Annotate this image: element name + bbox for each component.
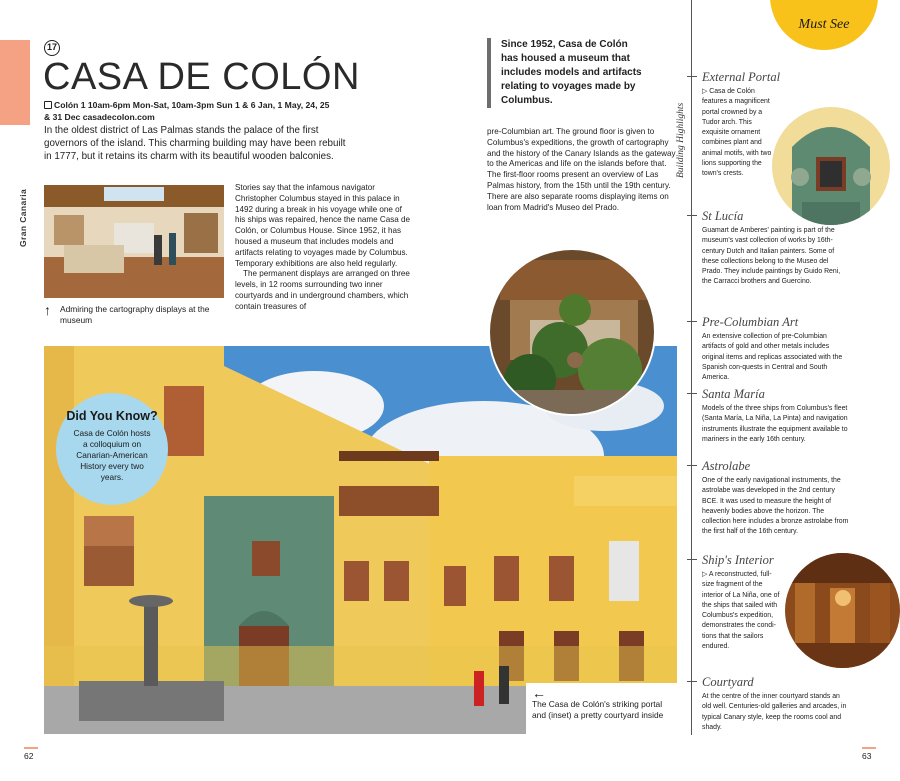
info-line-1: Colón 1 10am-6pm Mon-Sat, 10am-3pm Sun 1 & 6 Jan, 1 May, 24, 25 (54, 100, 330, 110)
must-see-text: Must See (798, 17, 850, 32)
highlight-text: One of the early navigational instruments, the astrolabe was developed in the 2nd century BCE. It was used to measure the height of heavenly bodies above the horizon. The collection here includes a bronze astrolabe from the first half of the 16th century. (702, 477, 849, 536)
highlight-ships-interior (690, 553, 850, 652)
museum-interior-photo (44, 185, 224, 298)
highlight-external-portal (690, 70, 850, 180)
highlight-title: St Lucía (702, 209, 744, 223)
arrow-left-icon: ← (532, 685, 546, 701)
section-color-tab (0, 40, 30, 125)
highlight-title: Astrolabe (702, 459, 751, 473)
page-number-bar (862, 747, 876, 749)
body-col1-paragraph-2: The permanent displays are arranged on three levels, in 12 rooms surrounding two inner courtyards and in underground chambers, which contain treasures of (235, 269, 410, 311)
museum-caption-text: Admiring the cartography displays at the museum (60, 304, 210, 325)
highlight-title: Santa María (702, 387, 765, 401)
pull-quote: Since 1952, Casa de Colón has housed a museum that includes models and artifacts relating to voyages made by Columbus. (487, 38, 647, 108)
body-col1-paragraph-1: Stories say that the infamous navigator Christopher Columbus stayed in this palace in 1492 during a break in his voyage while one of his ships was repaired, hence the name Casa de Colón, or Columbus House. Since 1952, it has housed a museum that includes models and artifacts relating to voyages made by Columbus. Temporary exhibitions are also held regularly. (235, 183, 411, 268)
section-side-label (18, 135, 38, 255)
did-you-know-text: Casa de Colón hosts a colloquium on Canarian-American History every two years. (73, 428, 151, 482)
highlight-title: Pre-Columbian Art (702, 315, 799, 329)
intro-paragraph: In the oldest district of Las Palmas stands the palace of the first governors of the island. This charming building may have been rebuilt in 1777, but it retains its charm with its beautiful wooden balconies. (44, 125, 346, 162)
courtyard-inset-photo (488, 248, 656, 416)
body-column-2: pre-Columbian art. The ground floor is given to Columbus's expeditions, the growth of cartography and the history of the Canary Islands as the gateway to the Americas and life on the islands before that. The first-floor rooms present an overview of Las Palmas history, from the 15th until the 19th century. There are also separate rooms displaying items on loan from Madrid's Museo del Prado. (487, 127, 676, 212)
highlight-text: Guamart de Amberes' painting is part of the museum's vast collection of works by 16th-century Dutch and Italian painters. Some of these collections belong to the Museo del Prado. They include paintings by Guido Reni, the Carracci brothers and Guercino. (702, 227, 841, 286)
info-line-2: & 31 Dec casadecolon.com (44, 112, 155, 122)
building-highlights-text: Building Highlights (676, 102, 686, 178)
page-number-bar (24, 747, 38, 749)
page-number-right (862, 747, 876, 761)
museum-caption (44, 304, 214, 326)
building-highlights-label (676, 70, 690, 185)
highlight-text: Models of the three ships from Columbus's fleet (Santa María, La Niña, La Pinta) and navigation instruments illustrate the equipment available to mariners in the early 16th century. (702, 405, 848, 443)
page-number-left-text: 62 (24, 751, 34, 761)
portal-caption (526, 683, 678, 735)
highlight-pre-columbian-art (690, 315, 850, 383)
highlight-title: External Portal (702, 70, 781, 84)
must-see-badge (770, 0, 878, 50)
page-number-right-text: 63 (862, 751, 872, 761)
visitor-info (44, 99, 384, 123)
body-column-1 (235, 183, 410, 313)
entry-number: 17 (44, 40, 60, 56)
highlight-title: Ship's Interior (702, 553, 774, 567)
highlight-astrolabe (690, 459, 850, 538)
address-icon (44, 101, 52, 109)
highlight-text: At the centre of the inner courtyard stands an old well. Centuries-old galleries and arcades, in typical Canary style, keep the rooms cool and shady. (702, 693, 847, 731)
highlight-text: ▷ A reconstructed, full-size fragment of the interior of La Niña, one of the ships that sailed with Columbus's expedition, demonstrates the condi-tions that the sailors endured. (702, 571, 780, 651)
highlight-st-lucia (690, 209, 850, 288)
highlight-text: ▷ Casa de Colón features a magnificent portal crowned by a Tudor arch. This exquisite ornament combines plant and animal motifs, with two lions supporting the town's crests. (702, 88, 772, 178)
highlight-title: Courtyard (702, 675, 754, 689)
page-number-left (24, 747, 38, 761)
highlight-santa-maria (690, 387, 850, 445)
arrow-up-icon: ↑ (44, 302, 51, 318)
highlight-text: An extensive collection of pre-Columbian artifacts of gold and other metals includes original items and replicas associated with the Spanish con-quests in Central and South America. (702, 333, 843, 382)
region-label: Gran Canaria (18, 188, 28, 247)
did-you-know-title: Did You Know? (66, 409, 158, 423)
highlight-courtyard (690, 675, 850, 733)
did-you-know-badge (56, 393, 168, 505)
portal-caption-text: The Casa de Colón's striking portal and (inset) a pretty courtyard inside (532, 699, 664, 720)
page-title: CASA DE COLÓN (43, 56, 360, 98)
